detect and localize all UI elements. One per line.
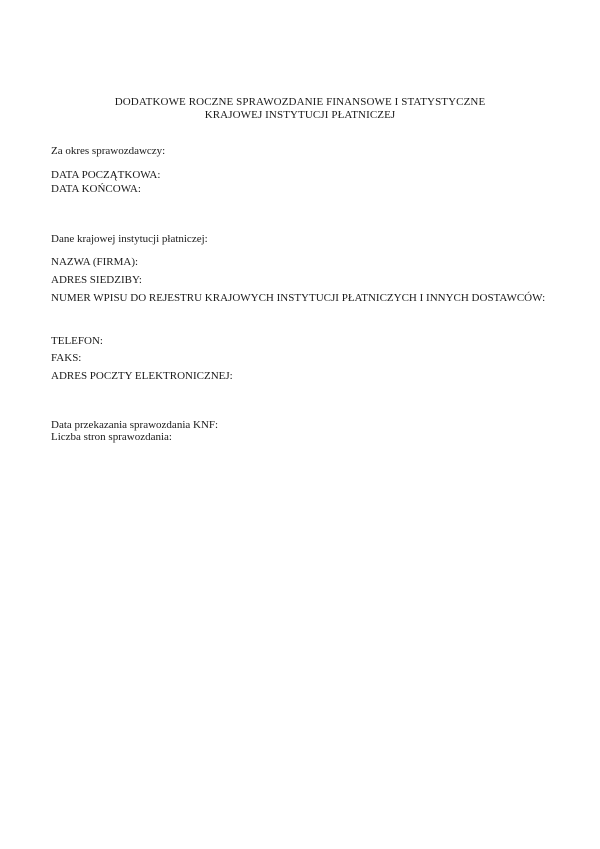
fax-label: FAKS:	[51, 352, 82, 364]
email-label: ADRES POCZTY ELEKTRONICZNEJ:	[51, 370, 233, 382]
document-title	[0, 96, 600, 122]
end-date-label: DATA KOŃCOWA:	[51, 183, 141, 195]
title-line-1: DODATKOWE ROCZNE SPRAWOZDANIE FINANSOWE I STATYSTYCZNE	[114, 96, 486, 108]
title-line-2: KRAJOWEJ INSTYTUCJI PŁATNICZEJ	[204, 109, 396, 121]
submission-date-label: Data przekazania sprawozdania KNF:	[51, 419, 219, 431]
name-label: NAZWA (FIRMA):	[51, 256, 139, 268]
page-count-label: Liczba stron sprawozdania:	[51, 431, 172, 443]
address-label: ADRES SIEDZIBY:	[51, 274, 142, 286]
reporting-period-heading: Za okres sprawozdawczy:	[51, 145, 166, 157]
registry-number-label: NUMER WPISU DO REJESTRU KRAJOWYCH INSTYTUCJI PŁATNICZYCH I INNYCH DOSTAWCÓW:	[51, 292, 546, 304]
institution-heading: Dane krajowej instytucji płatniczej:	[51, 233, 208, 245]
start-date-label: DATA POCZĄTKOWA:	[51, 169, 161, 181]
phone-label: TELEFON:	[51, 335, 103, 347]
